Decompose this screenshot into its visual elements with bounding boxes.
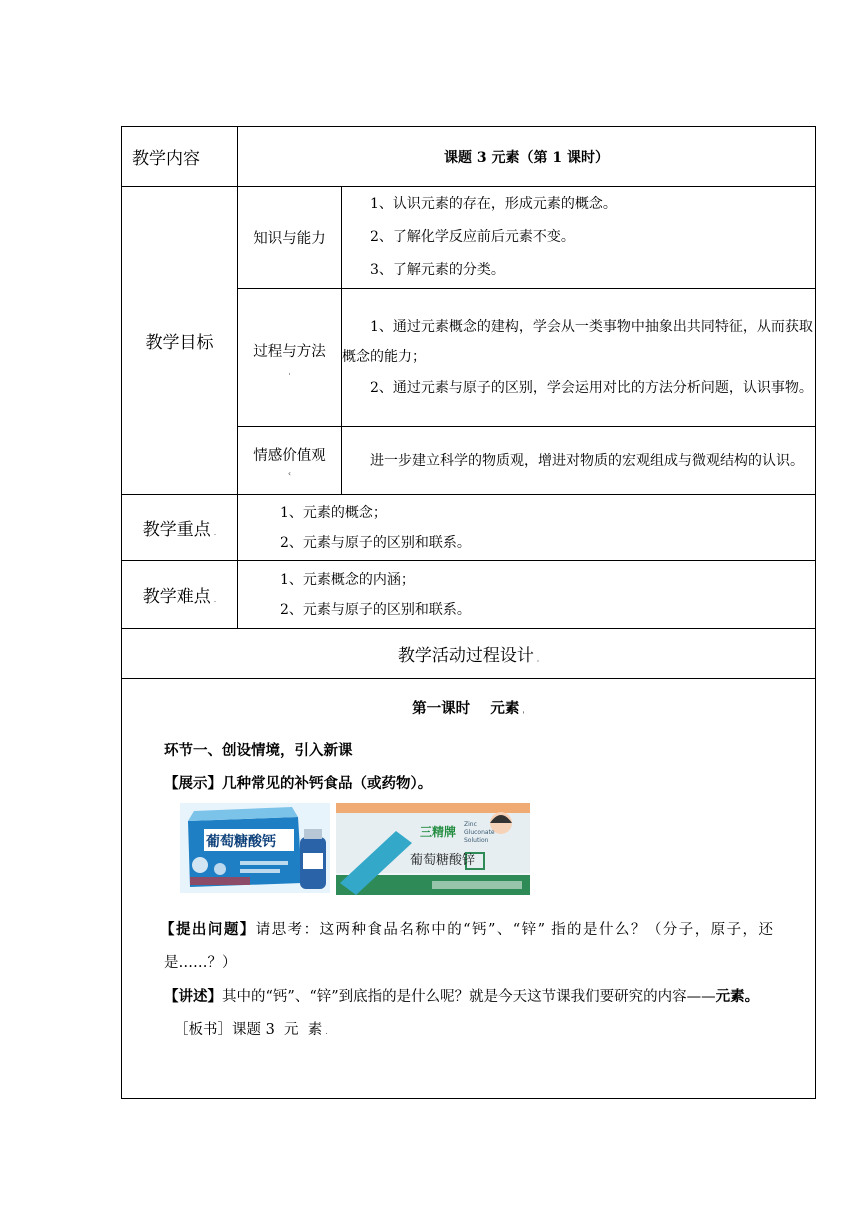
question-text: 请思考：这两种食品名称中的“钙”、“锌” 指的是什么？（分子，原子，还是……？） — [164, 922, 774, 971]
lesson-plan-table — [121, 126, 816, 1099]
step1-heading: 环节一、创设情境，引入新课 — [164, 743, 353, 759]
activity-heading: 教学活动过程设计 — [397, 646, 534, 666]
zinc-brand: 三精牌 — [420, 825, 457, 839]
objectives-knowledge-row — [122, 187, 816, 289]
board-line — [164, 1014, 773, 1048]
paragraph-mark-icon: . — [213, 595, 217, 604]
knowledge-line-1: 1、认识元素的存在，形成元素的概念。 — [370, 196, 617, 212]
process-content — [342, 289, 816, 427]
explain-bold: 元素。 — [715, 988, 760, 1005]
process-label-cell — [238, 289, 342, 427]
lesson-topic: 课题 3 元素（第 1 课时） — [238, 127, 816, 187]
question-paragraph — [160, 913, 774, 980]
paragraph-mark-icon: . — [325, 1027, 328, 1036]
emotion-content — [342, 427, 816, 495]
show-line — [164, 768, 773, 801]
paragraph-mark-icon: ˌ — [522, 706, 525, 715]
paragraph-mark-icon: ˌ — [288, 366, 291, 376]
difficult-points-label-cell — [122, 561, 238, 629]
zinc-gluconate-image — [336, 803, 530, 895]
difficult-point-1: 1、元素概念的内涵； — [280, 571, 415, 588]
board-tag: ［板书］ — [174, 1022, 232, 1038]
difficult-points-content — [238, 561, 816, 629]
key-points-label: 教学重点 — [142, 520, 211, 540]
paragraph-mark-icon: ‹ — [287, 468, 292, 478]
content-label: 教学内容 — [122, 127, 238, 187]
activity-body-row — [122, 679, 816, 1099]
difficult-points-row — [122, 561, 816, 629]
objectives-label: 教学目标 — [122, 187, 238, 495]
calcium-product-name: 葡萄糖酸钙 — [206, 834, 276, 850]
board-text: 课题 3 元 素 — [232, 1022, 323, 1038]
knowledge-label: 知识与能力 — [238, 187, 342, 289]
paragraph-mark-icon: ˌ — [536, 654, 540, 663]
show-text: 几种常见的补钙食品（或药物）。 — [222, 776, 433, 792]
difficult-points-label: 教学难点 — [142, 587, 211, 607]
difficult-point-2: 2、元素与原子的区别和联系。 — [280, 601, 471, 618]
product-images — [180, 803, 773, 895]
zinc-english-name: Zinc Gluconate Solution — [464, 821, 495, 844]
calcium-gluconate-image — [180, 803, 330, 893]
question-tag: 【提出问题】 — [160, 921, 256, 938]
emotion-label-cell — [238, 427, 342, 495]
explain-paragraph — [164, 980, 773, 1014]
knowledge-content — [342, 187, 816, 289]
activity-heading-row — [122, 629, 816, 679]
key-points-content — [238, 495, 816, 561]
knowledge-line-3: 3、了解元素的分类。 — [370, 262, 505, 278]
knowledge-line-2: 2、了解化学反应前后元素不变。 — [370, 229, 575, 245]
process-line-1: 1、通过元素概念的建构，学会从一类事物中抽象出共同特征，从而获取概念的能力； — [342, 318, 813, 366]
key-points-row — [122, 495, 816, 561]
paragraph-mark-icon: . — [213, 528, 217, 537]
lesson-title-line — [164, 693, 773, 727]
activity-body-cell — [122, 679, 816, 1099]
emotion-line-1: 进一步建立科学的物质观，增进对物质的宏观组成与微观结构的认识。 — [370, 452, 804, 469]
activity-heading-cell — [122, 629, 816, 679]
explain-text: 其中的“钙”、“锌”到底指的是什么呢？就是今天这节课我们要研究的内容—— — [222, 989, 716, 1005]
key-points-label-cell — [122, 495, 238, 561]
emotion-label: 情感价值观 — [253, 447, 326, 464]
process-line-2: 2、通过元素与原子的区别，学会运用对比的方法分析问题，认识事物。 — [370, 379, 813, 396]
zinc-product-name: 葡萄糖酸锌 — [410, 853, 476, 868]
process-label: 过程与方法 — [253, 343, 326, 360]
explain-tag: 【讲述】 — [164, 988, 222, 1005]
show-tag: 【展示】 — [164, 776, 222, 792]
key-point-1: 1、元素的概念； — [280, 504, 387, 521]
activity-section — [122, 679, 815, 1058]
content-row — [122, 127, 816, 187]
key-point-2: 2、元素与原子的区别和联系。 — [280, 534, 471, 551]
lesson-title: 第一课时 元素 — [412, 701, 520, 717]
